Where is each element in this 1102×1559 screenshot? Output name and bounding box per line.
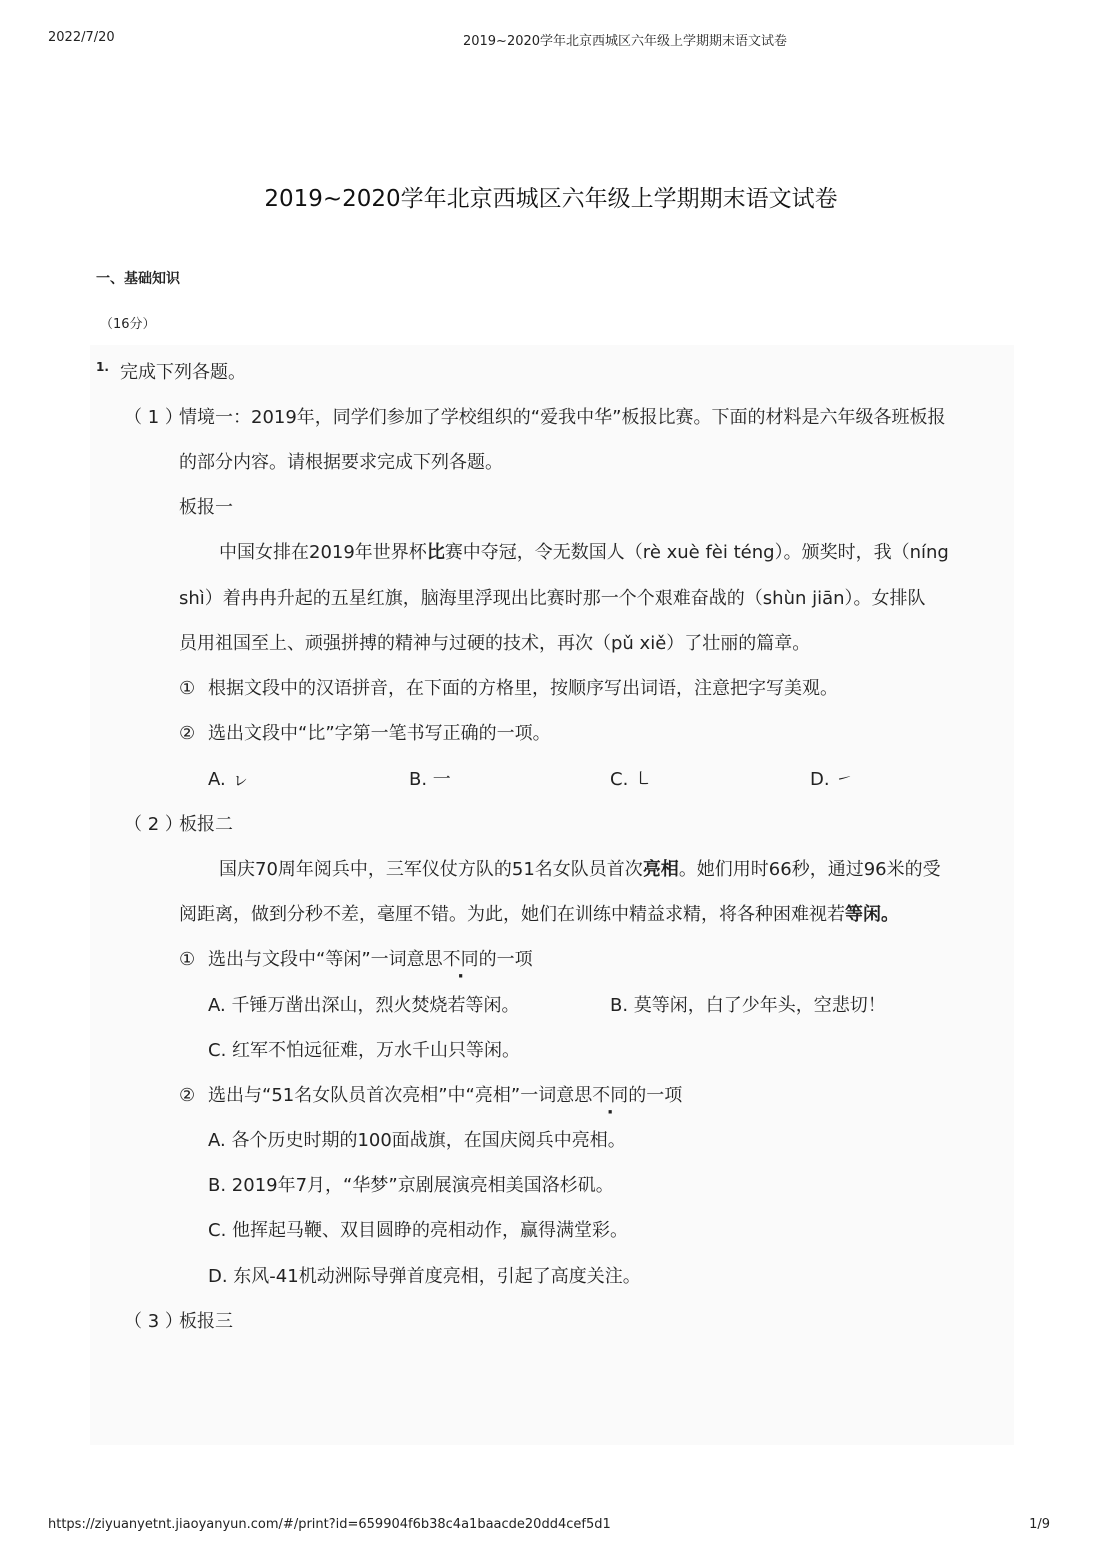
emphasis-dots: 不同	[592, 1085, 629, 1106]
part-1-label: （ 1 ）	[124, 407, 183, 428]
bold-keyword: 比	[426, 542, 445, 563]
option-a[interactable]: A. ㇾ	[208, 769, 250, 790]
print-header-title: 2019~2020学年北京西城区六年级上学期期末语文试卷	[462, 34, 788, 49]
option-d[interactable]: D. ㇀	[810, 769, 854, 790]
page-title: 2019~2020学年北京西城区六年级上学期期末语文试卷	[264, 186, 838, 212]
board-3-title: 板报三	[179, 1311, 233, 1332]
option-d[interactable]: D. 东风-41机动洲际导弹首度亮相，引起了高度关注。	[208, 1266, 641, 1287]
board-2-title: 板报二	[179, 814, 233, 835]
option-c[interactable]: C. 他挥起马鞭、双目圆睁的亮相动作，赢得满堂彩。	[208, 1220, 629, 1241]
option-b[interactable]: B. 莫等闲，白了少年头，空悲切！	[610, 995, 886, 1016]
option-a[interactable]: A. 千锤万凿出深山，烈火焚烧若等闲。	[208, 995, 520, 1016]
board-1-passage-line: 员用祖国至上、顽强拼搏的精神与过硬的技术，再次（pǔ xiě）了壮丽的篇章。	[179, 633, 811, 654]
part-1-intro-cont: 的部分内容。请根据要求完成下列各题。	[179, 452, 503, 473]
circled-number-2: ②	[179, 1085, 196, 1106]
option-a[interactable]: A. 各个历史时期的100面战旗，在国庆阅兵中亮相。	[208, 1130, 626, 1151]
circled-number-1: ①	[179, 949, 196, 970]
board-1-passage-line: 中国女排在2019年世界杯比赛中夺冠，令无数国人（rè xuè fèi téng）。颁奖时，我（níng	[219, 542, 949, 563]
emphasis-dots: 不同	[442, 949, 479, 970]
part-1-intro: 情境一：2019年，同学们参加了学校组织的“爱我中华”板报比赛。下面的材料是六年级各班板报	[179, 407, 946, 428]
sub-question-2-text: 选出文段中“比”字第一笔书写正确的一项。	[208, 723, 551, 744]
sub-question-1-text: 选出与文段中“等闲”一词意思不同的一项	[208, 949, 533, 970]
bold-keyword: 等闲	[845, 904, 881, 925]
section-heading: 一、基础知识	[96, 271, 180, 287]
print-date: 2022/7/20	[48, 30, 115, 45]
board-1-passage-line: shì）着冉冉升起的五星红旗，脑海里浮现出比赛时那一个个艰难奋战的（shùn jiān）。女排队	[179, 588, 926, 609]
board-2-passage-line: 阅距离，做到分秒不差，毫厘不错。为此，她们在训练中精益求精，将各种困难视若等闲。	[179, 904, 899, 925]
board-1-title: 板报一	[179, 497, 233, 518]
question-stem: 完成下列各题。	[120, 362, 246, 383]
sub-question-1-text: 根据文段中的汉语拼音，在下面的方格里，按顺序写出词语，注意把字写美观。	[208, 678, 838, 699]
option-c[interactable]: C. 红军不怕远征难，万水千山只等闲。	[208, 1040, 521, 1061]
page-url[interactable]: https://ziyuanyetnt.jiaoyanyun.com/#/print?id=659904f6b38c4a1baacde20dd4cef5d1	[48, 1517, 611, 1532]
question-number: 1.	[96, 360, 109, 374]
page-number: 1/9	[1029, 1517, 1050, 1532]
part-3-label: （ 3 ）	[124, 1311, 183, 1332]
option-b[interactable]: B. 2019年7月，“华梦”京剧展演亮相美国洛杉矶。	[208, 1175, 614, 1196]
option-c[interactable]: C. ㇄	[610, 769, 653, 790]
part-2-label: （ 2 ）	[124, 814, 183, 835]
option-b[interactable]: B. 一	[409, 769, 451, 790]
circled-number-1: ①	[179, 678, 196, 699]
circled-number-2: ②	[179, 723, 196, 744]
board-2-passage-line: 国庆70周年阅兵中，三军仪仗方队的51名女队员首次亮相。她们用时66秒，通过96米的受	[219, 859, 941, 880]
section-score: （16分）	[100, 317, 156, 332]
bold-keyword: 亮相	[642, 859, 679, 880]
sub-question-2-text: 选出与“51名女队员首次亮相”中“亮相”一词意思不同的一项	[208, 1085, 683, 1106]
